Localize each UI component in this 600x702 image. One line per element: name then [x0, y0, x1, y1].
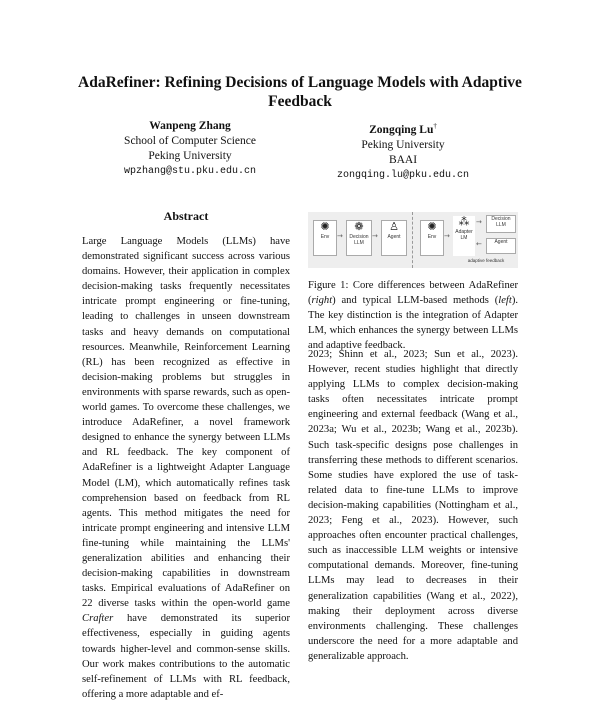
abstract-game: Crafter [82, 613, 114, 625]
author-affiliation: School of Computer Science [124, 135, 256, 147]
arrow-icon: → [444, 232, 450, 240]
figure-1 [308, 212, 518, 268]
llm-icon: ❁ [354, 221, 364, 233]
env-icon: ✺ [427, 221, 437, 233]
llm-box: ❁ Decision LLM [346, 220, 372, 256]
author-affiliation: Peking University [148, 150, 232, 162]
author-affiliation: Peking University [361, 138, 445, 151]
body-text-right: 2023; Shinn et al., 2023; Sun et al., 2023). However, recent studies highlight that directly applying LLMs to complex decision-making tasks often necessitates intricate prompt engineering and external feedback (Wang et al., 2023a; Wu et al., 2023b; Wang et al., 2023b). Such task-specific designs pose challenges in transferring these methods to different scenarios. Some studies have explored the use of task-related data to fine-tune LLMs to improve decision-making capabilities (Nottingham et al., 2023; Feng et al., 2023). However, such approaches often encounter practical challenges, such as inaccessible LLM weights or intensive computational demands. Moreover, fine-tuning LLMs may lead to decreases in their generalization capabilities (Wang et al., 2022), making their deployment across diverse environments challenging. These challenges underscore the need for a more adaptable and generalizable approach. [308, 349, 518, 662]
arrow-icon: ← [476, 240, 482, 248]
agent-box: Agent [486, 238, 516, 254]
abstract-text [82, 234, 290, 702]
author-email: zongqing.lu@pku.edu.cn [336, 169, 470, 181]
env-box: ✺ Env [420, 220, 444, 256]
env-icon: ✺ [320, 221, 330, 233]
llm-box: Decision LLM [486, 215, 516, 233]
adapter-icon: ⁂ [458, 216, 470, 228]
arrow-icon: → [476, 218, 482, 226]
agent-box: ♙ Agent [381, 220, 407, 256]
abstract-heading: Abstract [163, 209, 209, 223]
abstract-text-a: Large Language Models (LLMs) have demonstrated significant success across various domains. However, their application in complex decision-making tasks frequently necessitates intricate prompt engineering or fine-tuning, leading to challenges in unseen downstream tasks and heavy demands on computational resources. Meanwhile, Reinforcement Learning (RL) has been recognized as effective in decision-making problems but struggles in environments with sparse rewards, such as open-world games. To overcome these challenges, we introduce AdaRefiner, a novel framework designed to enhance the synergy between LLMs and RL feedback. The key component of AdaRefiner is a lightweight Adapter Language Model (LM), which automatically refines task comprehension based on feedback from RL agents. This method mitigates the need for intricate prompt engineering and intensive LLM fine-tuning while maintaining the LLMs' generalization abilities and enhancing their decision-making capabilities in downstream tasks. Empirical evaluations of AdaRefiner on 22 diverse tasks within the open-world game [82, 236, 290, 610]
feedback-label: adaptive feedback [467, 258, 505, 263]
abstract-text-b: have demonstrated its superior effectiveness, especially in guiding agents towards higher-level and common-sense skills. Our work makes contributions to the automatic self-refinement of LLMs with RL feedback, offering a more adaptable and ef- [82, 613, 290, 700]
author-block-2 [283, 119, 523, 183]
author-block-1 [90, 119, 290, 179]
divider [412, 212, 413, 268]
author-affiliation: BAAI [388, 153, 418, 166]
adapter-box: ⁂ Adapter LM [453, 216, 475, 256]
agent-icon: ♙ [389, 221, 399, 233]
env-box: ✺ Env [313, 220, 337, 256]
paper-title: AdaRefiner: Refining Decisions of Language Models with Adaptive Feedback [78, 74, 522, 110]
figure-caption: Figure 1: Core differences between AdaRefiner (right) and typical LLM-based methods (left). The key distinction is the integration of Adapter LM, which enhances the synergy between LLMs and adaptive feedback. [308, 280, 518, 352]
author-mark: † [433, 122, 437, 130]
author-email: wpzhang@stu.pku.edu.cn [123, 166, 257, 177]
author-name: Wanpeng Zhang [149, 120, 231, 132]
author-name: Zongqing Lu [369, 123, 434, 136]
arrow-icon: → [337, 232, 343, 240]
arrow-icon: → [372, 232, 378, 240]
